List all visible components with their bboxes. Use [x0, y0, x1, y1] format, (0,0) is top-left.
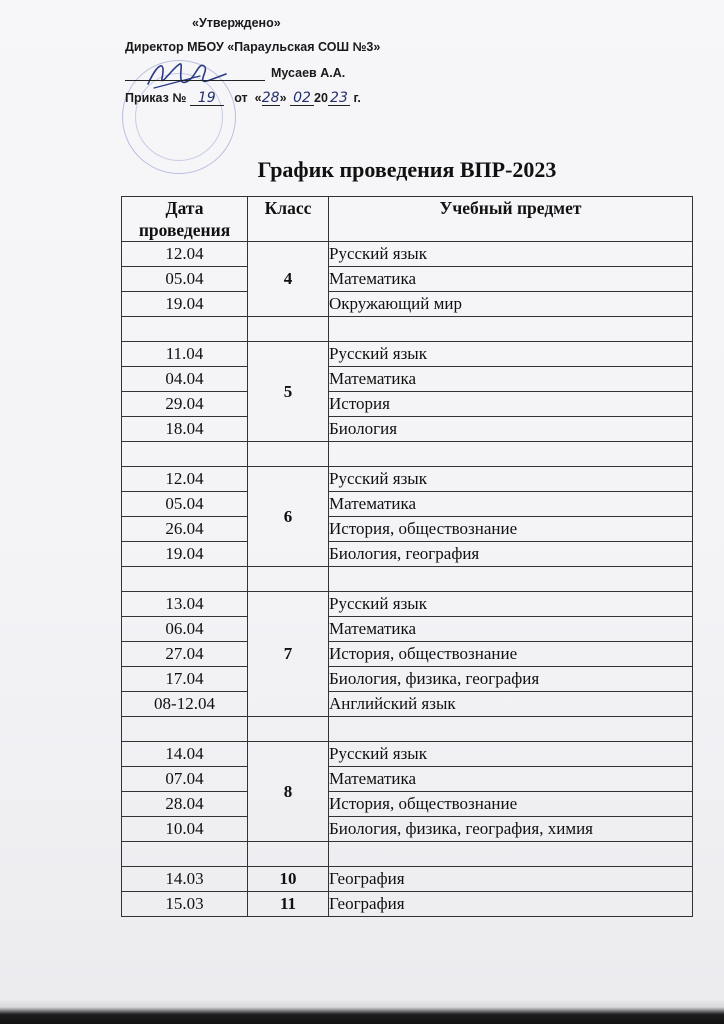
date-cell: 10.04: [122, 817, 248, 842]
date-cell: 18.04: [122, 417, 248, 442]
subject-cell: Русский язык: [329, 467, 693, 492]
spacer-row: [122, 717, 693, 742]
table-row: [122, 242, 693, 267]
class-cell: 7: [248, 592, 329, 717]
subject-cell: Окружающий мир: [329, 292, 693, 317]
spacer-row: [122, 317, 693, 342]
approval-title: «Утверждено»: [192, 16, 281, 30]
schedule-table: [121, 196, 693, 917]
class-cell: 6: [248, 467, 329, 567]
spacer-row: [122, 442, 693, 467]
subject-cell: Английский язык: [329, 692, 693, 717]
subject-cell: История, обществознание: [329, 517, 693, 542]
date-cell: 28.04: [122, 792, 248, 817]
table-row: [122, 592, 693, 617]
spacer-row: [122, 567, 693, 592]
subject-cell: Математика: [329, 267, 693, 292]
order-month: 02: [290, 91, 314, 106]
date-cell: 17.04: [122, 667, 248, 692]
approval-director: Директор МБОУ «Параульская СОШ №3»: [125, 40, 381, 54]
date-cell: 06.04: [122, 617, 248, 642]
table-row: [122, 892, 693, 917]
table-row: [122, 417, 693, 442]
date-cell: 19.04: [122, 292, 248, 317]
table-row: [122, 467, 693, 492]
approval-block: [0, 0, 724, 130]
table-row: [122, 617, 693, 642]
subject-cell: География: [329, 892, 693, 917]
class-cell: 11: [248, 892, 329, 917]
subject-cell: Биология, география: [329, 542, 693, 567]
date-cell: 05.04: [122, 267, 248, 292]
date-cell: 14.04: [122, 742, 248, 767]
subject-cell: Русский язык: [329, 592, 693, 617]
order-number: 19: [190, 91, 224, 106]
subject-cell: История: [329, 392, 693, 417]
table-row: [122, 392, 693, 417]
order-day: 28: [261, 90, 280, 106]
order-year-suffix: 23: [328, 91, 350, 106]
director-name: Мусаев А.А.: [271, 66, 346, 80]
table-row: [122, 492, 693, 517]
subject-cell: Биология, физика, география: [329, 667, 693, 692]
date-cell: 27.04: [122, 642, 248, 667]
header-class: Класс: [248, 197, 329, 242]
bottom-shadow-bar: [0, 1000, 724, 1024]
date-cell: 15.03: [122, 892, 248, 917]
table-header-row: [122, 197, 693, 242]
order-label: Приказ №: [125, 91, 187, 105]
order-line: Приказ № 19 от «28» 02 20 23 г.: [125, 90, 361, 106]
class-cell: 10: [248, 867, 329, 892]
table-row: [122, 292, 693, 317]
table-row: [122, 342, 693, 367]
spacer-row: [122, 842, 693, 867]
subject-cell: Математика: [329, 617, 693, 642]
date-cell: 07.04: [122, 767, 248, 792]
table-row: [122, 367, 693, 392]
table-row: [122, 742, 693, 767]
table-row: [122, 517, 693, 542]
table-row: [122, 267, 693, 292]
table-row: [122, 867, 693, 892]
subject-cell: История, обществознание: [329, 642, 693, 667]
table-row: [122, 542, 693, 567]
date-cell: 08-12.04: [122, 692, 248, 717]
table-row: [122, 767, 693, 792]
subject-cell: Биология: [329, 417, 693, 442]
date-cell: 14.03: [122, 867, 248, 892]
subject-cell: Биология, физика, география, химия: [329, 817, 693, 842]
subject-cell: Русский язык: [329, 242, 693, 267]
class-cell: 5: [248, 342, 329, 442]
class-cell: 8: [248, 742, 329, 842]
table-row: [122, 667, 693, 692]
date-cell: 26.04: [122, 517, 248, 542]
document-title-text: График проведения ВПР-2023: [257, 157, 557, 182]
order-year-unit: г.: [353, 91, 361, 105]
subject-cell: География: [329, 867, 693, 892]
signature-line: [125, 80, 265, 81]
table-row: [122, 817, 693, 842]
table-row: [122, 792, 693, 817]
subject-cell: Математика: [329, 767, 693, 792]
subject-cell: Русский язык: [329, 342, 693, 367]
date-cell: 29.04: [122, 392, 248, 417]
signature: [140, 56, 230, 96]
class-cell: 4: [248, 242, 329, 317]
header-date: Дата проведения: [122, 197, 248, 242]
date-cell: 11.04: [122, 342, 248, 367]
date-cell: 12.04: [122, 242, 248, 267]
order-year-prefix: 20: [314, 91, 328, 105]
table-row: [122, 642, 693, 667]
date-cell: 13.04: [122, 592, 248, 617]
date-cell: 19.04: [122, 542, 248, 567]
table-row: [122, 692, 693, 717]
date-cell: 12.04: [122, 467, 248, 492]
subject-cell: Математика: [329, 492, 693, 517]
document-title: [0, 157, 724, 183]
date-cell: 05.04: [122, 492, 248, 517]
header-subject: Учебный предмет: [329, 197, 693, 242]
order-from-label: от: [234, 91, 248, 105]
subject-cell: История, обществознание: [329, 792, 693, 817]
subject-cell: Русский язык: [329, 742, 693, 767]
subject-cell: Математика: [329, 367, 693, 392]
date-cell: 04.04: [122, 367, 248, 392]
